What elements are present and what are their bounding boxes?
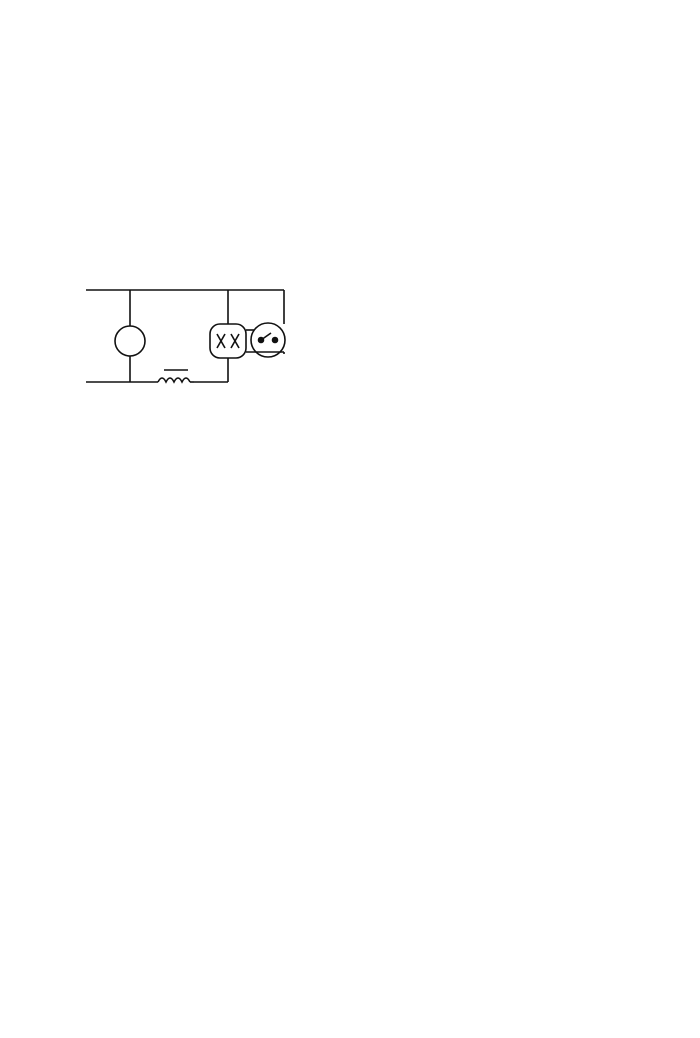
circuit-diagram — [68, 278, 306, 402]
